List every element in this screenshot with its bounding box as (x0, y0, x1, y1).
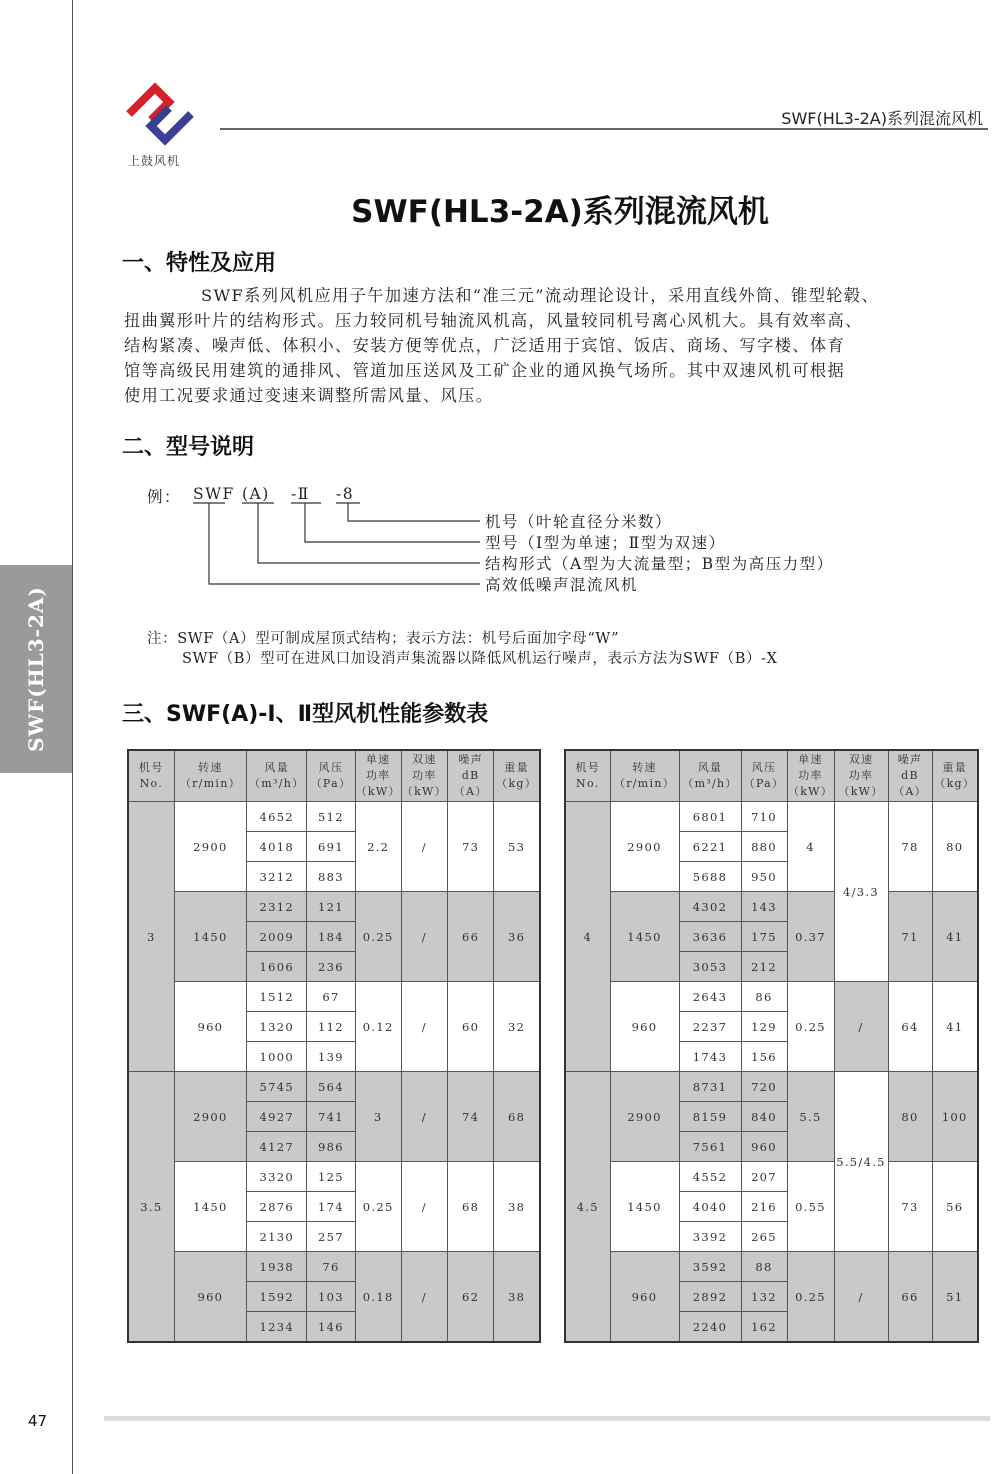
cell-dual-power: / (401, 1072, 447, 1162)
section2-heading: 二、型号说明 (122, 435, 255, 460)
column-header-line: （Pa） (310, 777, 352, 790)
cell-dual-power: / (401, 802, 447, 892)
cell-noise: 60 (448, 982, 494, 1072)
column-header-line: （kW） (401, 785, 447, 798)
cell-single-power: 0.18 (355, 1252, 401, 1343)
column-header (448, 750, 494, 802)
column-header-line: 风量 (264, 761, 289, 774)
column-header (932, 750, 978, 802)
table-row (565, 982, 978, 1012)
cell-single-power: 0.25 (787, 982, 834, 1072)
column-header-line: 转速 (632, 761, 657, 774)
footer-bar (104, 1416, 990, 1421)
cell-single-power: 0.55 (787, 1162, 834, 1252)
table-row (128, 1072, 540, 1102)
cell-flow: 6221 (679, 832, 741, 862)
cell-pressure: 840 (741, 1102, 787, 1132)
cell-single-power: 0.25 (355, 892, 401, 982)
cell-flow: 2237 (679, 1012, 741, 1042)
cell-dual-power: 5.5/4.5 (834, 1072, 888, 1252)
column-header-line: 单速 (798, 753, 823, 766)
cell-single-power: 0.25 (355, 1162, 401, 1252)
column-header-line: （kg） (496, 777, 538, 790)
cell-speed: 1450 (174, 892, 246, 982)
table-row (128, 982, 540, 1012)
cell-weight: 38 (494, 1162, 540, 1252)
cell-flow: 4018 (247, 832, 307, 862)
model-part-swf: SWF (193, 485, 235, 503)
column-header (565, 750, 610, 802)
explain-type: 型号（Ⅰ型为单速；Ⅱ型为双速） (485, 534, 726, 552)
cell-pressure: 207 (741, 1162, 787, 1192)
note-line: 注：SWF（A）型可制成屋顶式结构；表示方法：机号后面加字母“W” (147, 631, 620, 647)
column-header-line: 转速 (198, 761, 223, 774)
column-header-line: 机号 (139, 761, 164, 774)
cell-pressure: 880 (741, 832, 787, 862)
cell-flow: 3392 (679, 1222, 741, 1252)
cell-flow: 4652 (247, 802, 307, 832)
cell-noise: 66 (888, 1252, 932, 1343)
cell-weight: 41 (932, 982, 978, 1072)
model-part-number: -8 (336, 485, 355, 503)
cell-flow: 8731 (679, 1072, 741, 1102)
column-header (741, 750, 787, 802)
section1-paragraph (124, 283, 990, 408)
cell-flow: 1592 (247, 1282, 307, 1312)
cell-model-no: 3.5 (128, 1072, 174, 1343)
cell-pressure: 146 (307, 1312, 355, 1343)
column-header-line: 功率 (848, 769, 874, 782)
explain-structure: 结构形式（A型为大流量型；B型为高压力型） (485, 555, 834, 573)
cell-flow: 4552 (679, 1162, 741, 1192)
cell-flow: 1512 (247, 982, 307, 1012)
cell-pressure: 216 (741, 1192, 787, 1222)
column-header (834, 750, 888, 802)
cell-noise: 71 (888, 892, 932, 982)
cell-pressure: 76 (307, 1252, 355, 1282)
cell-flow: 3636 (679, 922, 741, 952)
column-header (888, 750, 932, 802)
column-header-line: （Pa） (743, 777, 785, 790)
cell-pressure: 129 (741, 1012, 787, 1042)
cell-weight: 100 (932, 1072, 978, 1162)
cell-model-no: 4 (565, 802, 610, 1072)
cell-flow: 3212 (247, 862, 307, 892)
cell-speed: 960 (610, 982, 679, 1072)
cell-pressure: 156 (741, 1042, 787, 1072)
column-header-line: （m³/h） (682, 777, 738, 790)
side-tab-label: SWF(HL3-2A) (24, 586, 48, 752)
cell-dual-power: / (834, 1252, 888, 1343)
cell-single-power: 3 (355, 1072, 401, 1162)
cell-dual-power: / (401, 982, 447, 1072)
cell-pressure: 132 (741, 1282, 787, 1312)
column-header (494, 750, 540, 802)
cell-pressure: 86 (741, 982, 787, 1012)
cell-speed: 2900 (174, 1072, 246, 1162)
cell-noise: 73 (448, 802, 494, 892)
cell-model-no: 3 (128, 802, 174, 1072)
cell-speed: 960 (174, 982, 246, 1072)
table-row (565, 892, 978, 922)
column-header-line: No. (576, 777, 600, 790)
column-header (307, 750, 355, 802)
cell-pressure: 564 (307, 1072, 355, 1102)
cell-pressure: 88 (741, 1252, 787, 1282)
cell-flow: 5745 (247, 1072, 307, 1102)
cell-single-power: 0.12 (355, 982, 401, 1072)
cell-flow: 2643 (679, 982, 741, 1012)
cell-noise: 68 (448, 1162, 494, 1252)
cell-flow: 2892 (679, 1282, 741, 1312)
cell-noise: 74 (448, 1072, 494, 1162)
cell-pressure: 143 (741, 892, 787, 922)
cell-speed: 1450 (610, 1162, 679, 1252)
column-header-line: 双速 (412, 753, 437, 766)
model-part-type: -Ⅱ (291, 485, 310, 503)
cell-speed: 2900 (610, 1072, 679, 1162)
cell-pressure: 265 (741, 1222, 787, 1252)
cell-pressure: 960 (741, 1132, 787, 1162)
cell-speed: 960 (610, 1252, 679, 1343)
column-header-line: dB（A） (453, 769, 488, 798)
page-title: SWF(HL3-2A)系列混流风机 (351, 194, 769, 230)
cell-dual-power: / (401, 1162, 447, 1252)
table-row (565, 1252, 978, 1282)
section3-heading: 三、SWF(A)-Ⅰ、Ⅱ型风机性能参数表 (122, 702, 489, 727)
column-header-line: 功率 (798, 769, 823, 782)
cell-pressure: 125 (307, 1162, 355, 1192)
cell-flow: 1938 (247, 1252, 307, 1282)
column-header-line: （kW） (838, 785, 884, 798)
column-header (355, 750, 401, 802)
column-header-line: 风压 (751, 761, 777, 774)
column-header-line: 噪声 (897, 753, 923, 766)
explain-series: 高效低噪声混流风机 (485, 576, 639, 594)
explain-number: 机号（叶轮直径分米数） (485, 513, 673, 531)
cell-flow: 3592 (679, 1252, 741, 1282)
column-header-line: 风量 (697, 761, 723, 774)
column-header (401, 750, 447, 802)
cell-weight: 80 (932, 802, 978, 892)
column-header-line: 双速 (848, 753, 874, 766)
cell-pressure: 162 (741, 1312, 787, 1343)
column-header-line: 重量 (504, 761, 529, 774)
cell-model-no: 4.5 (565, 1072, 610, 1343)
model-part-structure: (A) (242, 485, 270, 503)
page-number: 47 (28, 1412, 48, 1430)
cell-single-power: 2.2 (355, 802, 401, 892)
cell-pressure: 710 (741, 802, 787, 832)
performance-table-left (127, 749, 541, 1343)
para-line: 结构紧凑、噪声低、体积小、安装方便等优点，广泛适用于宾馆、饭店、商场、写字楼、体育 (124, 336, 846, 355)
cell-flow: 4127 (247, 1132, 307, 1162)
cell-dual-power: / (401, 892, 447, 982)
table-row (565, 1072, 978, 1102)
cell-pressure: 112 (307, 1012, 355, 1042)
company-logo (125, 80, 195, 150)
cell-pressure: 257 (307, 1222, 355, 1252)
table-row (128, 802, 540, 832)
column-header-line: 噪声 (458, 753, 483, 766)
cell-weight: 56 (932, 1162, 978, 1252)
cell-flow: 3053 (679, 952, 741, 982)
column-header (128, 750, 174, 802)
side-tab (0, 565, 72, 773)
cell-pressure: 236 (307, 952, 355, 982)
cell-noise: 62 (448, 1252, 494, 1343)
cell-flow: 1606 (247, 952, 307, 982)
cell-noise: 66 (448, 892, 494, 982)
column-header-line: 功率 (365, 769, 391, 782)
para-line: SWF系列风机应用子午加速方法和“准三元”流动理论设计，采用直线外筒、锥型轮毂、 (201, 286, 880, 305)
column-header-line: （kW） (355, 785, 401, 798)
cell-single-power: 0.37 (787, 892, 834, 982)
cell-pressure: 950 (741, 862, 787, 892)
section1-heading: 一、特性及应用 (122, 251, 277, 276)
cell-flow: 4302 (679, 892, 741, 922)
column-header (247, 750, 307, 802)
running-header: SWF(HL3-2A)系列混流风机 (781, 109, 983, 128)
cell-single-power: 5.5 (787, 1072, 834, 1162)
cell-flow: 2130 (247, 1222, 307, 1252)
column-header-line: （r/min） (613, 777, 676, 790)
table-row (128, 1162, 540, 1192)
column-header-line: 机号 (575, 761, 601, 774)
column-header-line: dB（A） (893, 769, 927, 798)
note-line: SWF（B）型可在进风口加设消声集流器以降低风机运行噪声，表示方法为SWF（B）-X (182, 651, 778, 667)
column-header (174, 750, 246, 802)
cell-weight: 53 (494, 802, 540, 892)
table-row (565, 1162, 978, 1192)
cell-pressure: 720 (741, 1072, 787, 1102)
column-header-line: 功率 (412, 769, 437, 782)
cell-flow: 6801 (679, 802, 741, 832)
para-line: 使用工况要求通过变速来调整所需风量、风压。 (124, 386, 494, 405)
cell-weight: 51 (932, 1252, 978, 1343)
cell-pressure: 184 (307, 922, 355, 952)
cell-noise: 78 (888, 802, 932, 892)
cell-weight: 68 (494, 1072, 540, 1162)
performance-table-right (564, 749, 979, 1343)
cell-flow: 2240 (679, 1312, 741, 1343)
cell-flow: 4040 (679, 1192, 741, 1222)
cell-speed: 2900 (610, 802, 679, 892)
cell-dual-power: / (834, 982, 888, 1072)
cell-flow: 1000 (247, 1042, 307, 1072)
cell-dual-power: 4/3.3 (834, 802, 888, 982)
cell-speed: 1450 (610, 892, 679, 982)
table-row (565, 802, 978, 832)
column-header-line: 重量 (942, 761, 968, 774)
table-row (128, 1252, 540, 1282)
column-header-line: 单速 (365, 753, 391, 766)
header-rule (220, 128, 988, 130)
cell-flow: 7561 (679, 1132, 741, 1162)
cell-single-power: 0.25 (787, 1252, 834, 1343)
cell-flow: 2876 (247, 1192, 307, 1222)
cell-pressure: 103 (307, 1282, 355, 1312)
column-header-line: 风压 (318, 761, 344, 774)
cell-single-power: 4 (787, 802, 834, 892)
example-label: 例： (147, 488, 182, 506)
column-header (679, 750, 741, 802)
column-header-line: （r/min） (179, 777, 241, 790)
para-line: 馆等高级民用建筑的通排风、管道加压送风及工矿企业的通风换气场所。其中双速风机可根据 (124, 361, 846, 380)
cell-pressure: 67 (307, 982, 355, 1012)
column-header (787, 750, 834, 802)
cell-pressure: 121 (307, 892, 355, 922)
cell-pressure: 212 (741, 952, 787, 982)
cell-flow: 2009 (247, 922, 307, 952)
column-header (610, 750, 679, 802)
cell-weight: 32 (494, 982, 540, 1072)
column-header-line: （kg） (934, 777, 976, 790)
table-row (128, 892, 540, 922)
cell-pressure: 174 (307, 1192, 355, 1222)
cell-noise: 73 (888, 1162, 932, 1252)
cell-speed: 2900 (174, 802, 246, 892)
cell-flow: 1320 (247, 1012, 307, 1042)
cell-pressure: 691 (307, 832, 355, 862)
column-header-line: （m³/h） (248, 777, 305, 790)
cell-flow: 2312 (247, 892, 307, 922)
cell-pressure: 986 (307, 1132, 355, 1162)
para-line: 扭曲翼形叶片的结构形式。压力较同机号轴流风机高，风量较同机号离心风机大。具有效率高、 (124, 311, 863, 330)
cell-dual-power: / (401, 1252, 447, 1343)
column-header-line: No. (139, 777, 164, 790)
cell-weight: 41 (932, 892, 978, 982)
cell-speed: 960 (174, 1252, 246, 1343)
column-header-line: （kW） (787, 785, 834, 798)
cell-weight: 36 (494, 892, 540, 982)
cell-speed: 1450 (174, 1162, 246, 1252)
cell-pressure: 741 (307, 1102, 355, 1132)
logo-text: 上鼓风机 (128, 154, 181, 168)
cell-flow: 5688 (679, 862, 741, 892)
cell-flow: 4927 (247, 1102, 307, 1132)
cell-pressure: 883 (307, 862, 355, 892)
cell-pressure: 512 (307, 802, 355, 832)
cell-flow: 3320 (247, 1162, 307, 1192)
cell-noise: 80 (888, 1072, 932, 1162)
cell-pressure: 175 (741, 922, 787, 952)
cell-noise: 64 (888, 982, 932, 1072)
cell-flow: 8159 (679, 1102, 741, 1132)
cell-flow: 1234 (247, 1312, 307, 1343)
cell-pressure: 139 (307, 1042, 355, 1072)
cell-weight: 38 (494, 1252, 540, 1343)
cell-flow: 1743 (679, 1042, 741, 1072)
